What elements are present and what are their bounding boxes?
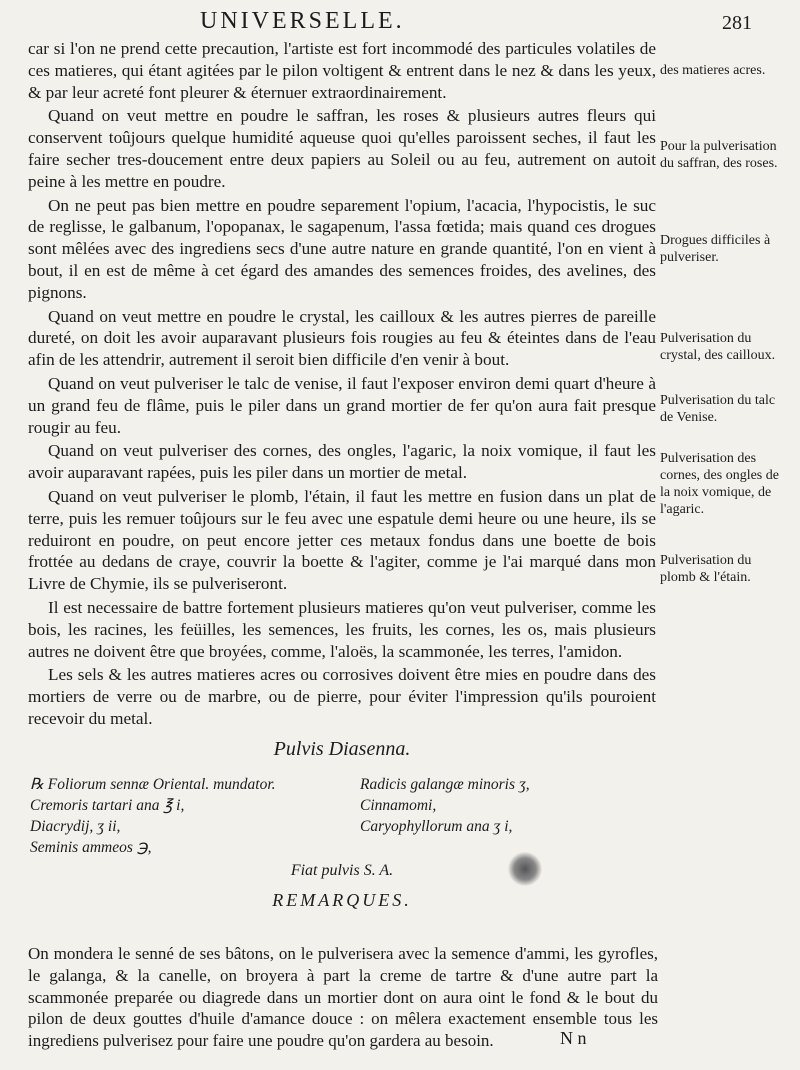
ingredients-left-column xyxy=(30,774,350,858)
paragraph: Quand on veut pulveriser le plomb, l'étain, il faut les mettre en fusion dans un plat de terre, puis les remuer toûjours sur le feu avec une espatule demi heure ou une heure, ils se reduiront en poudre, on peut encore jetter ces metaux fondus dans une boette de bois frottée au dedans de craye, couvrir la boette & l'agiter, comme je l'ai marqué dans mon Livre de Chymie, ils se pulveriseront. xyxy=(28,486,656,594)
paragraph: Il est necessaire de battre fortement plusieurs matieres qu'on veut pulveriser, comme les bois, les racines, les feüilles, les semences, les fruits, les cornes, les os, mais plusieurs autres ne doivent être que broyées, comme, l'aloës, la scammonée, les terres, l'amidon. xyxy=(28,597,656,661)
page-number: 281 xyxy=(722,12,752,34)
ingredient-line: Caryophyllorum ana ʒ i, xyxy=(360,818,513,835)
margin-note-drogues: Drogues difficiles à pulveriser. xyxy=(660,233,771,265)
ingredient-line: Seminis ammeos ℈, xyxy=(30,839,152,856)
ingredient-line: Cremoris tartari ana ℥ i, xyxy=(30,797,185,814)
remarques-title: REMARQUES. xyxy=(272,890,412,910)
paragraph: Quand on veut pulveriser le talc de venise, il faut l'exposer environ demi quart d'heure à un grand feu de flâme, puis le piler dans un grand mortier de fer qu'on aura fait presque rougir au feu. xyxy=(28,373,656,437)
paragraph: On ne peut pas bien mettre en poudre separement l'opium, l'acacia, l'hypocistis, le suc de reglisse, le galbanum, l'opopanax, le sagapenum, l'assa fœtida; mais quand ces drogues sont mêlées avec des ingrediens secs d'une autre nature en grande quantité, l'on en vient à bout, il en est de même à cet égard des amandes des semences froides, des avelines, des pignons. xyxy=(28,195,656,302)
remarques-text: On mondera le senné de ses bâtons, on le pulverisera avec la semence d'ammi, les gyrofles, le galanga, & la canelle, on broyera à part la creme de tartre & d'une autre part la scammonée preparée ou diagrede dans un mortier dont on aura oint le fond & le bout du pilon de deux gouttes d'huile d'amance douce : on mêlera exactement ensemble tous les ingrediens pulverisez pour faire une poudre qu'on gardera au besoin. xyxy=(28,944,658,1051)
ingredient-line: Diacrydij, ʒ ii, xyxy=(30,818,121,835)
margin-note-crystal: Pulverisation du crystal, des cailloux. xyxy=(660,331,776,363)
ingredient-line: Radicis galangæ minoris ʒ, xyxy=(360,776,530,793)
ingredients-right-column xyxy=(360,774,650,837)
signature-mark: N n xyxy=(560,1028,587,1048)
ingredient-line: Cinnamomi, xyxy=(360,797,437,814)
margin-note-saffran: Pour la pulverisation du saffran, des roses. xyxy=(660,139,778,171)
margin-note-plomb: Pulverisation du plomb & l'étain. xyxy=(660,553,752,585)
recipe-title: Pulvis Diasenna. xyxy=(273,738,411,760)
paragraph: Les sels & les autres matieres acres ou corrosives doivent être mies en poudre dans des mortiers de verre ou de marbre, ou de pierre, pour éviter l'impression qu'ils pouroient recevoir du metal. xyxy=(28,665,656,728)
running-head: UNIVERSELLE. xyxy=(200,8,405,34)
margin-note-cornes: Pulverisation des cornes, des ongles de la noix vomique, de l'agaric. xyxy=(660,451,779,517)
paragraph: car si l'on ne prend cette precaution, l'artiste est fort incommodé des particules volatiles de ces matieres, qui étant agitées par le pilon voltigent & entrent dans le nez & dans les yeux, & par leur acreté font pleurer & éternuer extraordinairement. xyxy=(28,39,656,102)
page-header xyxy=(0,4,800,38)
paragraph: Quand on veut pulveriser des cornes, des ongles, l'agaric, la noix vomique, il faut les avoir auparavant rapées, puis les piler dans un mortier de metal. xyxy=(28,441,656,483)
paragraph: Quand on veut mettre en poudre le crystal, les cailloux & les autres pierres de pareille dureté, on doit les avoir auparavant plusieurs fois rougies au feu & éteintes dans de l'eau afin de les attendrir, autrement il seroit bien difficile d'en venir à bout. xyxy=(28,306,656,370)
margin-note-talc: Pulverisation du talc de Venise. xyxy=(660,393,776,425)
margin-note-matieres-acres: des matieres acres. xyxy=(660,63,766,78)
main-text xyxy=(28,38,656,732)
ingredient-line: ℞ Foliorum sennæ Oriental. mundator. xyxy=(30,776,276,793)
recipe-instruction: Fiat pulvis S. A. xyxy=(290,862,394,879)
paragraph: Quand on veut mettre en poudre le saffran, les roses & plusieurs autres fleurs qui conservent toûjours quelque humidité aqueuse quoi qu'elles paroissent seches, il faut les faire secher tres-doucement entre deux papiers au Soleil ou au feu, autrement on autoit peine à les mettre en poudre. xyxy=(28,106,656,191)
